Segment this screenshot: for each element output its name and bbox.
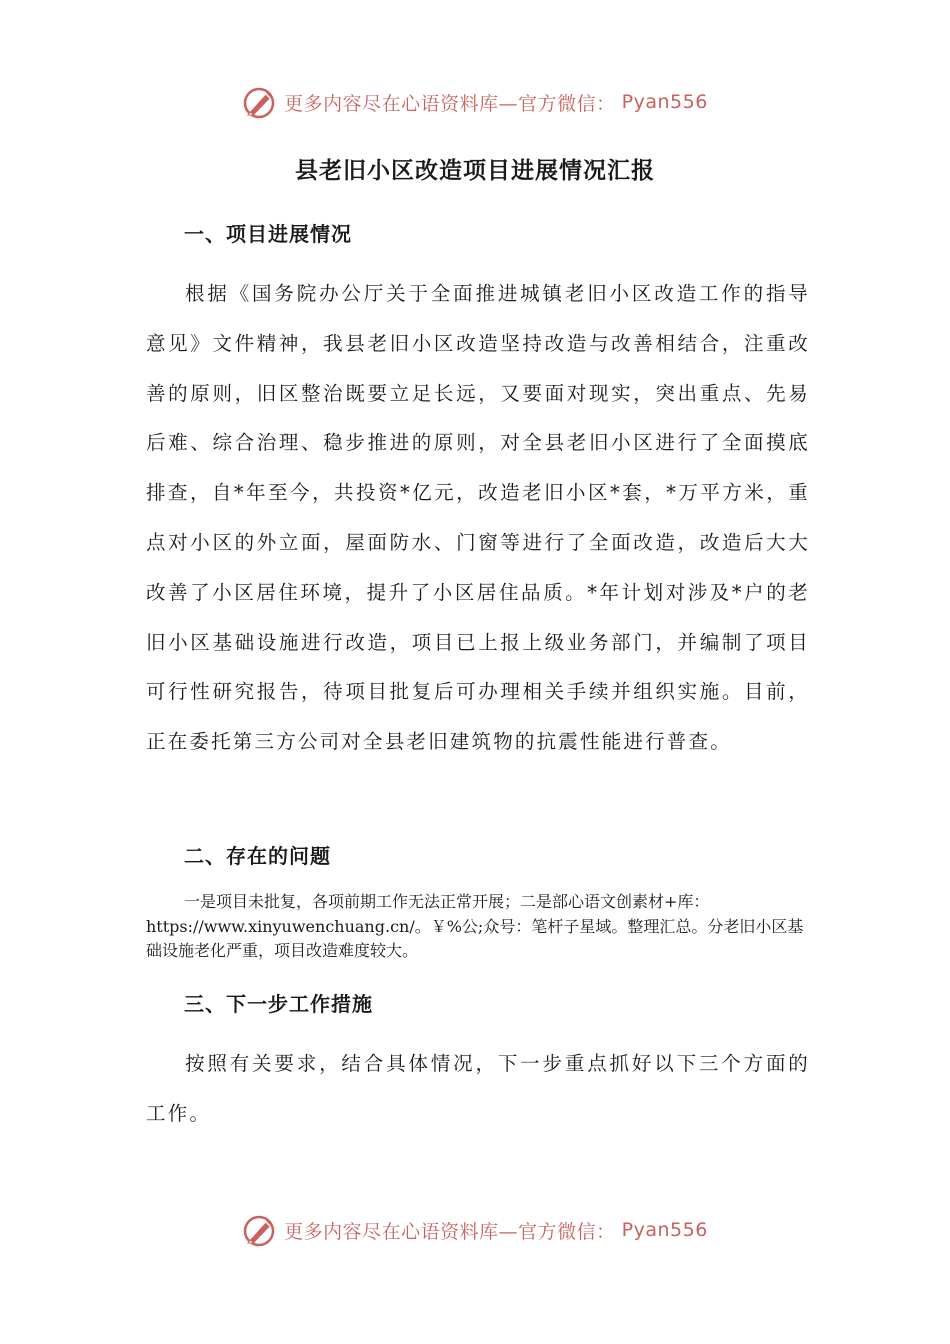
section-body-problems: 一是项目未批复，各项前期工作无法正常开展；二是部心语文创素材+库：https://www.xinyuwenchuang.cn/。￥%公;众号：笔杆子星域。整理汇总。分老旧小区基础设施老化严重，项目改造难度较大。	[146, 892, 804, 960]
section-body-next-steps: 按照有关要求，结合具体情况，下一步重点抓好以下三个方面的工作。	[146, 1052, 810, 1125]
watermark-text: 更多内容尽在心语资料库—官方微信：	[284, 92, 616, 115]
watermark-wechat-id: Pyan556	[621, 91, 708, 113]
watermark-footer	[0, 1212, 950, 1248]
watermark-header	[0, 84, 950, 120]
section-heading-progress: 一、项目进展情况	[184, 222, 352, 246]
section-heading-problems: 二、存在的问题	[184, 844, 331, 868]
watermark-text: 更多内容尽在心语资料库—官方微信：	[284, 1220, 616, 1243]
pen-logo-icon	[242, 1212, 278, 1248]
section-heading-next-steps: 三、下一步工作措施	[184, 992, 373, 1016]
document-title: 县老旧小区改造项目进展情况汇报	[295, 158, 655, 184]
section-body-progress: 根据《国务院办公厅关于全面推进城镇老旧小区改造工作的指导意见》文件精神，我县老旧小区改造坚持改造与改善相结合，注重改善的原则，旧区整治既要立足长远，又要面对现实，突出重点、先易后难、综合治理、稳步推进的原则，对全县老旧小区进行了全面摸底排查，自*年至今，共投资*亿元，改造老旧小区*套，*万平方米，重点对小区的外立面，屋面防水、门窗等进行了全面改造，改造后大大改善了小区居住环境，提升了小区居住品质。*年计划对涉及*户的老旧小区基础设施进行改造，项目已上报上级业务部门，并编制了项目可行性研究报告，待项目批复后可办理相关手续并组织实施。目前，正在委托第三方公司对全县老旧建筑物的抗震性能进行普查。	[146, 282, 810, 754]
pen-logo-icon	[242, 84, 278, 120]
watermark-wechat-id: Pyan556	[621, 1219, 708, 1241]
